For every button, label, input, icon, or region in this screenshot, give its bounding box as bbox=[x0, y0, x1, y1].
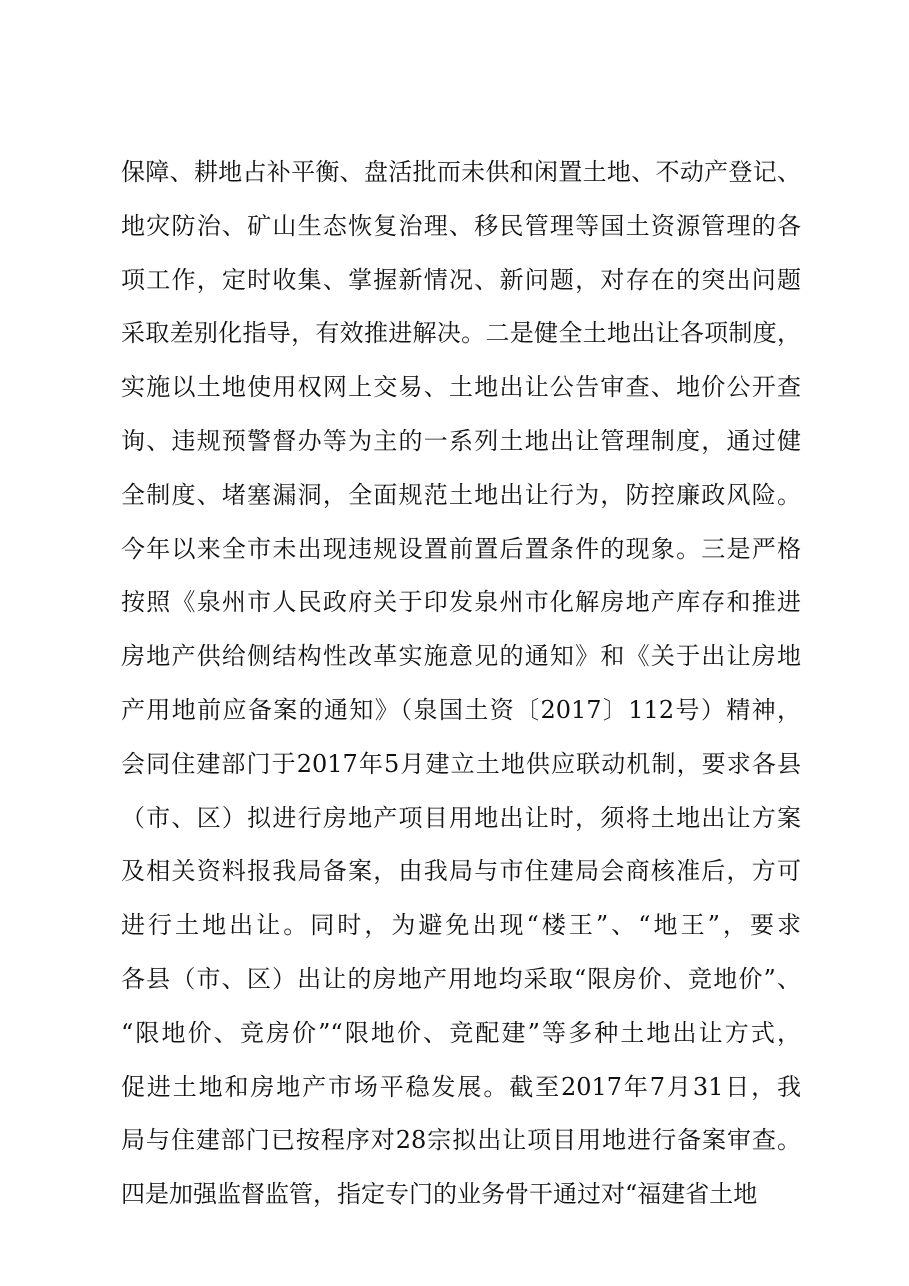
text-line: 实施以土地使用权网上交易、土地出让公告审查、地价公开查 bbox=[121, 373, 801, 402]
text-line: 促进土地和房地产市场平稳发展。截至2017年7月31日，我 bbox=[121, 1072, 801, 1101]
body-text bbox=[121, 152, 801, 1228]
text-line: （市、区）拟进行房地产项目用地出让时，须将土地出让方案 bbox=[121, 803, 801, 832]
text-line: 采取差别化指导，有效推进解决。二是健全土地出让各项制度， bbox=[121, 319, 801, 348]
text-line: 项工作，定时收集、掌握新情况、新问题，对存在的突出问题 bbox=[121, 265, 801, 294]
text-line: 房地产供给侧结构性改革实施意见的通知》和《关于出让房地 bbox=[121, 642, 801, 671]
text-line: 地灾防治、矿山生态恢复治理、移民管理等国土资源管理的各 bbox=[121, 211, 801, 240]
text-line: 进行土地出让。同时，为避免出现“楼王”、“地王”，要求 bbox=[121, 911, 801, 940]
text-line: 保障、耕地占补平衡、盘活批而未供和闲置土地、不动产登记、 bbox=[121, 158, 801, 186]
text-line: 按照《泉州市人民政府关于印发泉州市化解房地产库存和推进 bbox=[121, 588, 801, 617]
text-line: 全制度、堵塞漏洞，全面规范土地出让行为，防控廉政风险。 bbox=[121, 480, 801, 509]
text-line: 会同住建部门于2017年5月建立土地供应联动机制，要求各县 bbox=[121, 749, 801, 778]
text-line: 四是加强监督监管，指定专门的业务骨干通过对“福建省土地 bbox=[121, 1180, 758, 1209]
text-line: 询、违规预警督办等为主的一系列土地出让管理制度，通过健 bbox=[121, 426, 801, 455]
text-line: 今年以来全市未出现违规设置前置后置条件的现象。三是严格 bbox=[121, 534, 801, 563]
text-line: 各县（市、区）出让的房地产用地均采取“限房价、竞地价”、 bbox=[121, 964, 801, 993]
text-line: 局与住建部门已按程序对28宗拟出让项目用地进行备案审查。 bbox=[121, 1126, 801, 1155]
text-line: 及相关资料报我局备案，由我局与市住建局会商核准后，方可 bbox=[121, 857, 801, 886]
text-line: “限地价、竞房价”“限地价、竞配建”等多种土地出让方式， bbox=[121, 1018, 801, 1047]
text-line: 产用地前应备案的通知》（泉国土资〔2017〕112号）精神， bbox=[121, 695, 801, 724]
